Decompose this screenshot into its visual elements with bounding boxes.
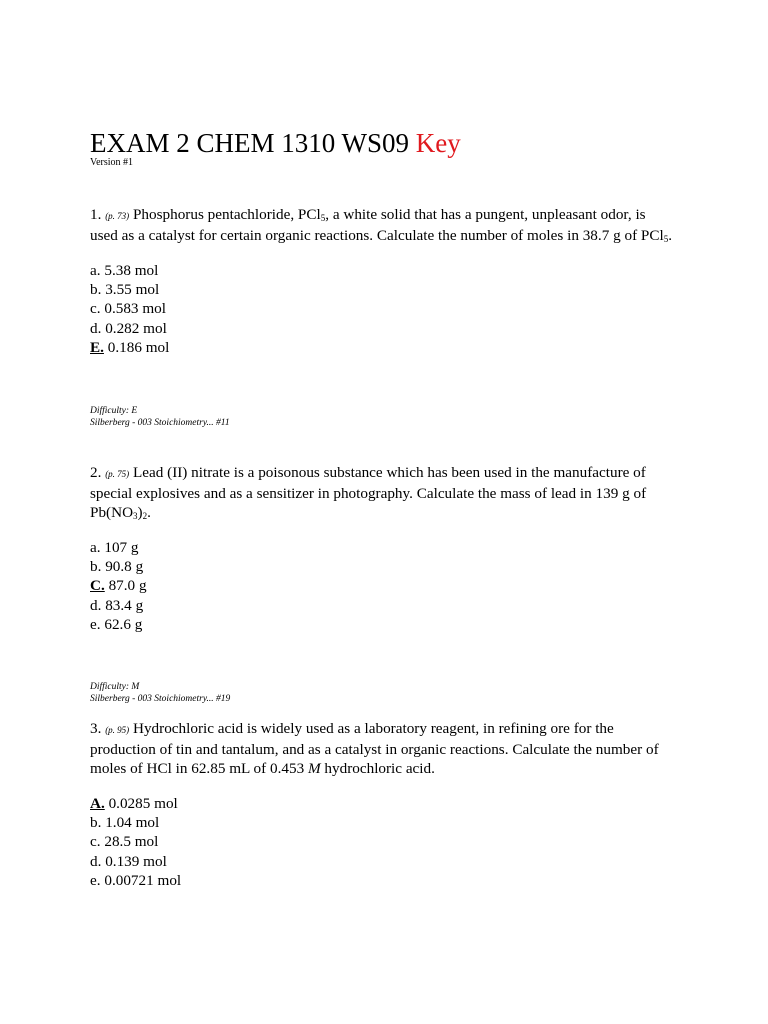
question-text: , a white solid that has a pungent, unpleasant odor, is used as a catalyst for certain organic reactions. Calculate the number of moles in 38.7 g of PCl (90, 206, 664, 244)
page-ref: (p. 95) (105, 725, 130, 735)
question-1-text (90, 205, 675, 245)
answer-letter: E. (90, 338, 104, 356)
question-text: . (668, 227, 673, 244)
question-2-meta (90, 681, 230, 705)
question-2-choices (90, 538, 147, 634)
choice-item: d. 0.282 mol (90, 319, 167, 337)
choice-item: a. 5.38 mol (90, 262, 159, 279)
page-ref: (p. 75) (105, 469, 130, 479)
question-3-choices (90, 794, 181, 890)
question-text: ) (137, 504, 143, 521)
question-number: 2. (90, 464, 102, 481)
choice-item: b. 1.04 mol (90, 814, 160, 832)
question-1-meta (90, 405, 230, 429)
question-1-choices (90, 261, 169, 357)
choice-item: e. 0.00721 mol (90, 871, 182, 889)
question-number: 1. (90, 206, 102, 223)
question-number: 3. (90, 720, 102, 737)
difficulty-label: Difficulty: M (90, 682, 140, 692)
question-text: . (147, 504, 151, 521)
page-title (90, 128, 461, 159)
correct-choice-item: A. 0.0285 mol (90, 795, 178, 812)
choice-item: b. 90.8 g (90, 558, 144, 576)
answer-letter: C. (90, 577, 105, 595)
source-label: Silberberg - 003 Stoichiometry... #11 (90, 418, 230, 428)
question-text: hydrochloric acid. (320, 760, 435, 777)
choice-item: d. 0.139 mol (90, 852, 167, 870)
molarity-symbol: M (307, 760, 321, 777)
version-label: Version #1 (90, 157, 134, 168)
title-key: Key (415, 128, 461, 158)
question-3-text (90, 719, 675, 778)
subscript: 3 (133, 511, 138, 521)
subscript: 5 (320, 213, 326, 223)
choice-item: e. 62.6 g (90, 615, 143, 633)
question-2-text (90, 463, 675, 522)
choice-item: b. 3.55 mol (90, 281, 160, 299)
subscript: 5 (663, 234, 669, 244)
difficulty-label: Difficulty: E (90, 406, 138, 416)
page-ref: (p. 73) (105, 211, 130, 221)
subscript: 2 (142, 511, 148, 521)
answer-letter: A. (90, 795, 105, 812)
choice-item: c. 0.583 mol (90, 300, 166, 318)
choice-item: c. 28.5 mol (90, 833, 159, 851)
correct-choice-item: E. 0.186 mol (90, 338, 170, 356)
question-text: Phosphorus pentachloride, PCl (132, 206, 321, 223)
question-text: Lead (II) nitrate is a poisonous substance which has been used in the manufacture of special explosives and as a sensitizer in photography. Calculate the mass of lead in 139 g of Pb(NO (90, 464, 647, 521)
source-label: Silberberg - 003 Stoichiometry... #19 (90, 694, 231, 704)
title-text: EXAM 2 CHEM 1310 WS09 (90, 128, 410, 158)
question-text: Hydrochloric acid is widely used as a laboratory reagent, in refining ore for the production of tin and tantalum, and as a catalyst in organic reactions. Calculate the number of moles of HCl in 62.85 mL of 0.453 (90, 720, 659, 777)
correct-choice-item: C. 87.0 g (90, 577, 147, 595)
choice-item: d. 83.4 g (90, 596, 144, 614)
choice-item: a. 107 g (90, 539, 139, 556)
